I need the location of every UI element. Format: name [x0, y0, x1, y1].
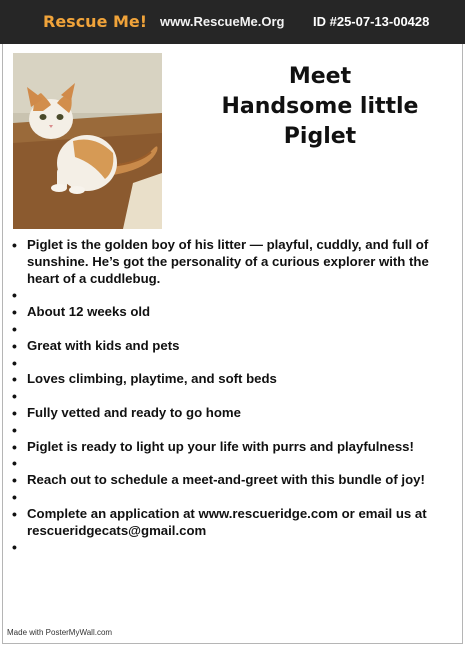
list-item: • Fully vetted and ready to go home [12, 405, 452, 422]
list-item: • Piglet is ready to light up your life with purrs and playfulness! [12, 439, 452, 456]
header-bar [0, 0, 465, 44]
list-item: • About 12 weeks old [12, 304, 452, 321]
list-item [12, 489, 452, 506]
list-item: • Complete an application at www.rescueridge.com or email us at rescueridgecats@gmail.com [12, 506, 452, 540]
list-item [12, 388, 452, 405]
title-line-2: Handsome little [221, 94, 419, 119]
description-list [12, 237, 452, 556]
pet-id: ID #25-07-13-00428 [313, 14, 430, 29]
list-item [12, 539, 452, 556]
cat-photo-image [13, 53, 162, 229]
title-line-3: Piglet [283, 124, 357, 149]
list-item: • Reach out to schedule a meet-and-greet with this bundle of joy! [12, 472, 452, 489]
list-item: • Great with kids and pets [12, 338, 452, 355]
poster-title [210, 62, 430, 152]
list-item: • Loves climbing, playtime, and soft beds [12, 371, 452, 388]
cat-photo [13, 53, 162, 229]
list-item [12, 422, 452, 439]
list-item [12, 355, 452, 372]
brand-logo[interactable]: Rescue Me! [43, 12, 148, 31]
list-item [12, 321, 452, 338]
list-item: • Piglet is the golden boy of his litter — playful, cuddly, and full of sunshine. He’s got the personality of a curious explorer with the heart of a cuddlebug. [12, 237, 452, 287]
list-item [12, 287, 452, 304]
footer-credit[interactable]: Made with PosterMyWall.com [7, 628, 113, 637]
site-link[interactable]: www.RescueMe.Org [160, 14, 285, 29]
title-line-1: Meet [288, 64, 352, 89]
list-item [12, 455, 452, 472]
